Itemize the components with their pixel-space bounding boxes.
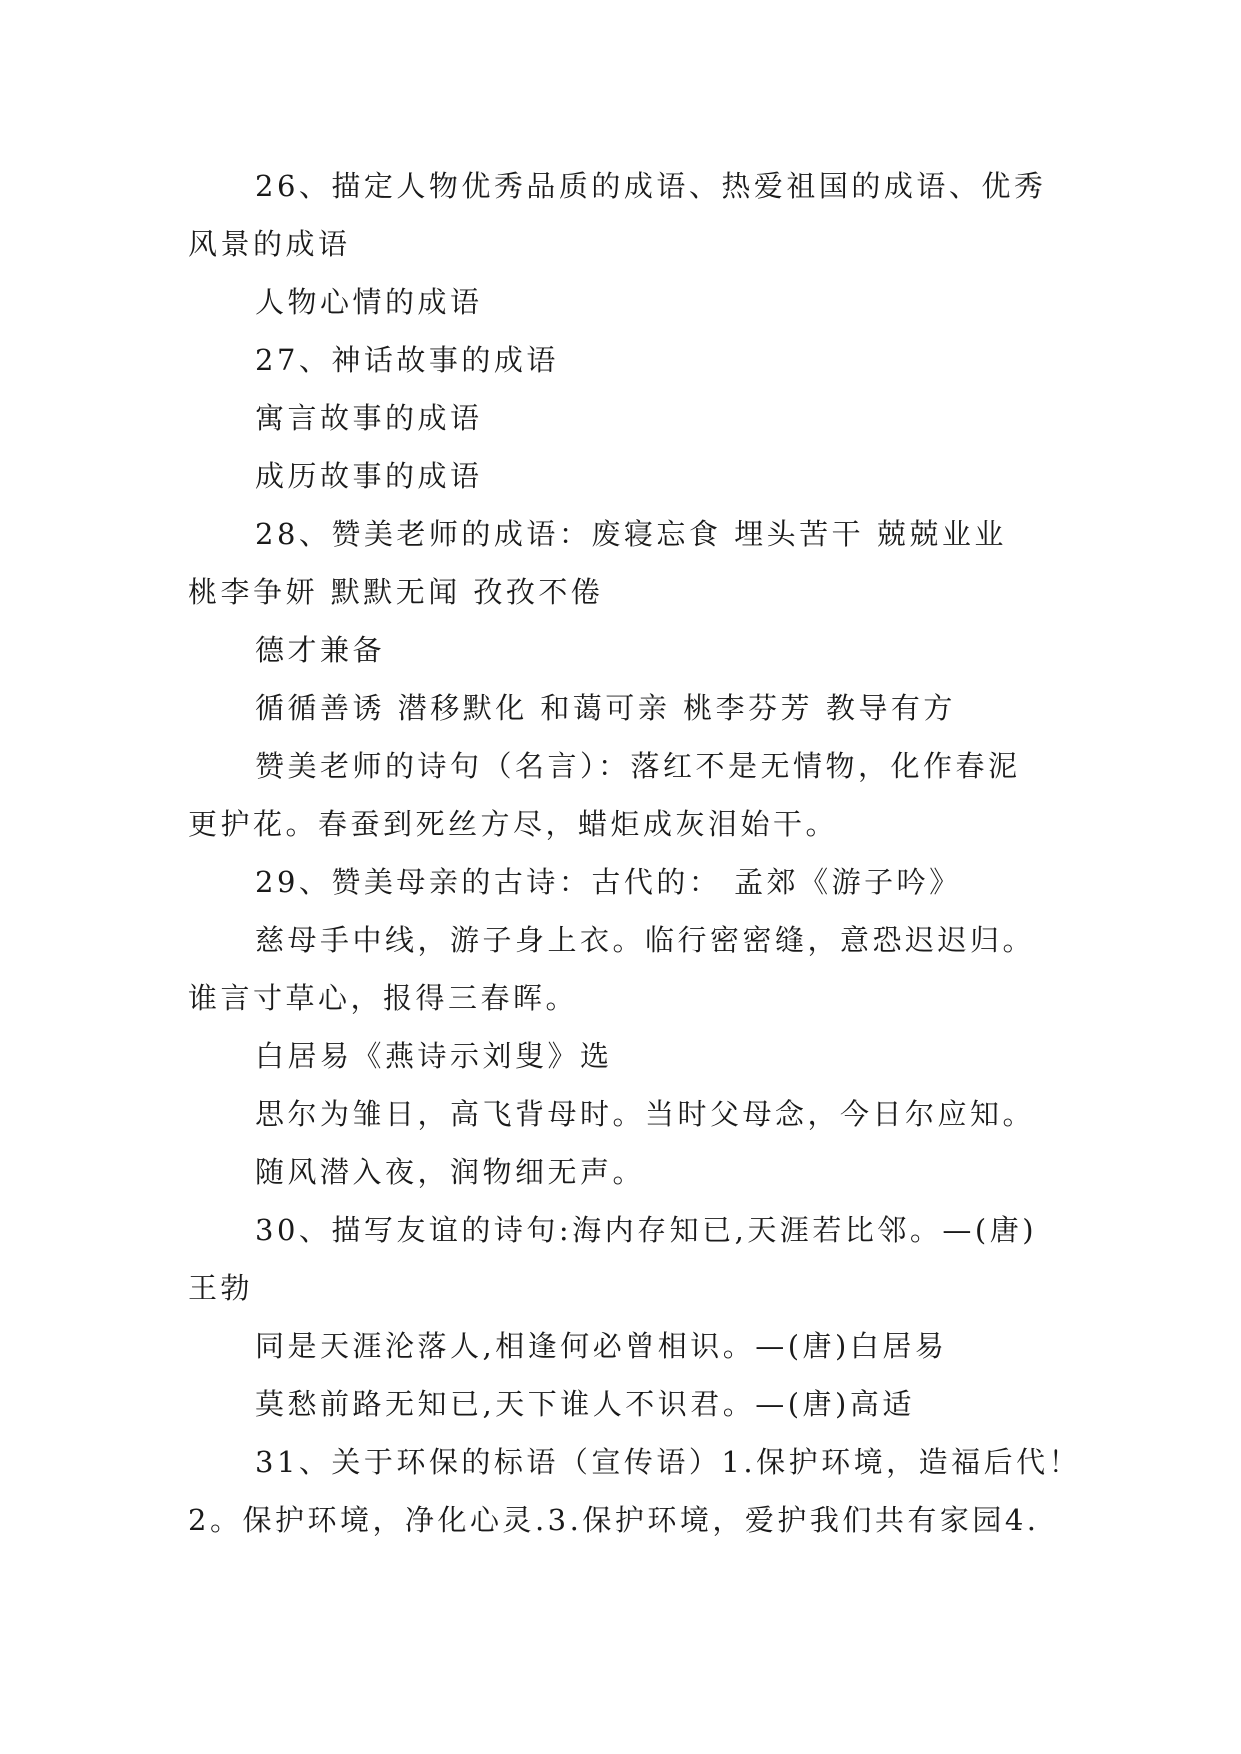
text-line: 德才兼备 [255, 633, 386, 667]
text-line: 成历故事的成语 [255, 459, 483, 493]
text-line: 王勃 [188, 1271, 254, 1305]
text-line: 31、关于环保的标语（宣传语）1.保护环境，造福后代！ [255, 1445, 1082, 1479]
text-line: 人物心情的成语 [255, 285, 483, 319]
text-line: 赞美老师的诗句（名言）：落红不是无情物，化作春泥 [255, 749, 1021, 783]
text-line: 26、描定人物优秀品质的成语、热爱祖国的成语、优秀 [255, 169, 1047, 203]
text-line: 29、赞美母亲的古诗：古代的： 孟郊《游子吟》 [255, 865, 962, 899]
text-line: 30、描写友谊的诗句:海内存知已,天涯若比邻。—(唐) [255, 1213, 1038, 1247]
text-line: 28、赞美老师的成语：废寝忘食 埋头苦干 兢兢业业 [255, 517, 1007, 551]
text-line: 桃李争妍 默默无闻 孜孜不倦 [188, 575, 604, 609]
text-line: 27、神话故事的成语 [255, 343, 559, 377]
text-line: 随风潜入夜，润物细无声。 [255, 1155, 646, 1189]
text-line: 同是天涯沦落人,相逢何必曾相识。—(唐)白居易 [255, 1329, 948, 1363]
text-line: 更护花。春蚕到死丝方尽，蜡炬成灰泪始干。 [188, 807, 839, 841]
text-line: 循循善诱 潜移默化 和蔼可亲 桃李芬芳 教导有方 [255, 691, 956, 725]
text-line: 莫愁前路无知已,天下谁人不识君。—(唐)高适 [255, 1387, 915, 1421]
text-line: 慈母手中线，游子身上衣。临行密密缝，意恐迟迟归。 [255, 923, 1036, 957]
text-line: 思尔为雏日，高飞背母时。当时父母念，今日尔应知。 [255, 1097, 1036, 1131]
text-line: 白居易《燕诗示刘叟》选 [255, 1039, 613, 1073]
text-line: 寓言故事的成语 [255, 401, 483, 435]
text-line: 风景的成语 [188, 227, 351, 261]
text-line: 谁言寸草心，报得三春晖。 [188, 981, 579, 1015]
text-line: 2。保护环境，净化心灵.3.保护环境，爱护我们共有家园4. [188, 1503, 1040, 1537]
